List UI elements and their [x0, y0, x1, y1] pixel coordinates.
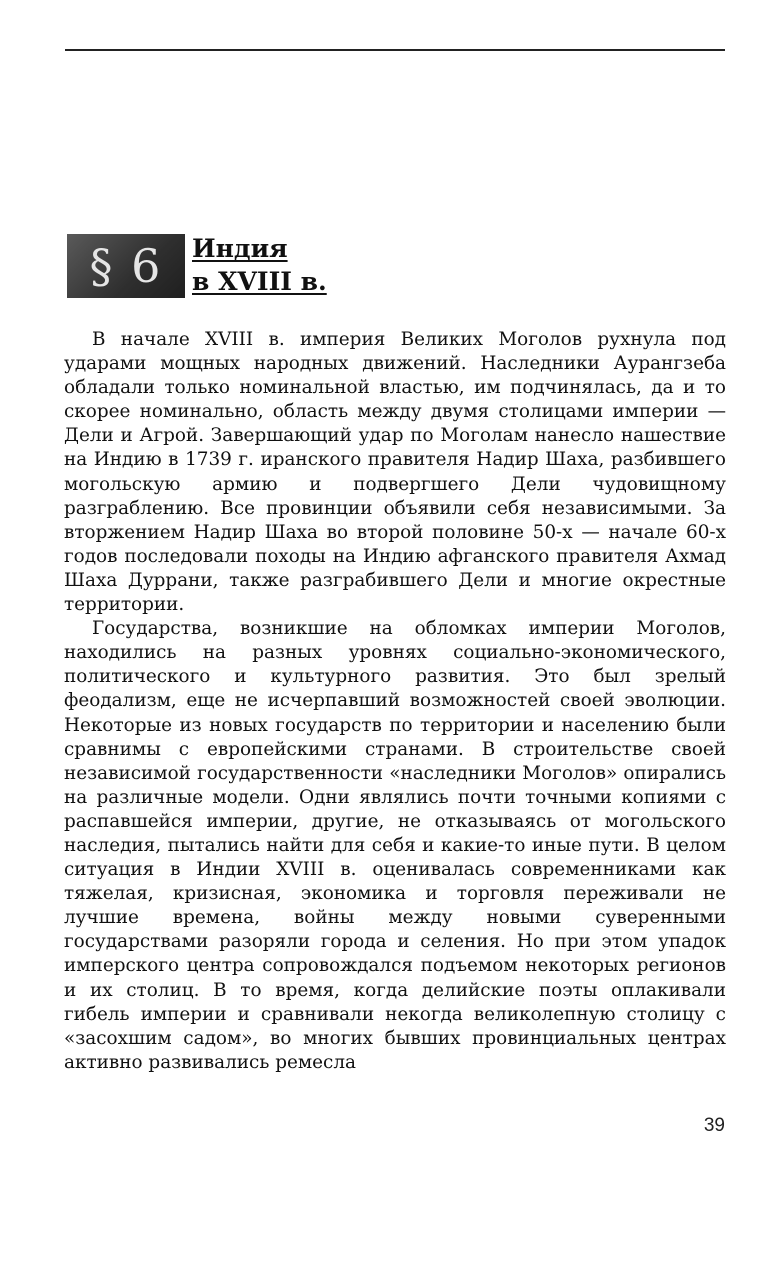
section-number: § 6 [89, 239, 163, 293]
section-title-line-2: в XVIII в. [192, 267, 327, 296]
paragraph: Государства, возникшие на обломках империи Моголов, находились на разных уровнях социально-экономического, политического и культурного развития. Это был зрелый феодализм, еще не исчерпавший возможностей своей эволюции. Некоторые из новых государств по территории и населению были сравнимы с европейскими странами. В строительстве своей независимой государственности «наследники Моголов» опирались на различные модели. Одни являлись почти точными копиями с распавшейся империи, другие, не отказываясь от могольского наследия, пытались найти для себя и какие-то иные пути. В целом ситуация в Индии XVIII в. оценивалась современниками как тяжелая, кризисная, экономика и торговля переживали не лучшие времена, войны между новыми суверенными государствами разоряли города и селения. Но при этом упадок имперского центра сопровождался подъемом некоторых регионов и их столиц. В то время, когда делийские поэты оплакивали гибель империи и сравнивали некогда великолепную столицу с «засохшим садом», во многих бывших провинциальных центрах активно развивались ремесла [64, 618, 726, 1073]
body-text [64, 328, 726, 1075]
section-title [192, 232, 327, 298]
page-number: 39 [703, 1115, 725, 1136]
section-number-badge [67, 234, 185, 298]
header-rule [65, 49, 725, 51]
paragraph: В начале XVIII в. империя Великих Моголов рухнула под ударами мощных народных движений. Наследники Аурангзеба обладали только номинальной властью, им подчинялась, да и то скорее номинально, область между двумя столицами империи — Дели и Агрой. Завершающий удар по Моголам нанесло нашествие на Индию в 1739 г. иранского правителя Надир Шаха, разбившего могольскую армию и подвергшего Дели чудовищному разграблению. Все провинции объявили себя независимыми. За вторжением Надир Шаха во второй половине 50-х — начале 60-х годов последовали походы на Индию афганского правителя Ахмад Шаха Дуррани, также разграбившего Дели и многие окрестные территории. [64, 329, 726, 616]
section-title-line-1: Индия [192, 234, 288, 263]
